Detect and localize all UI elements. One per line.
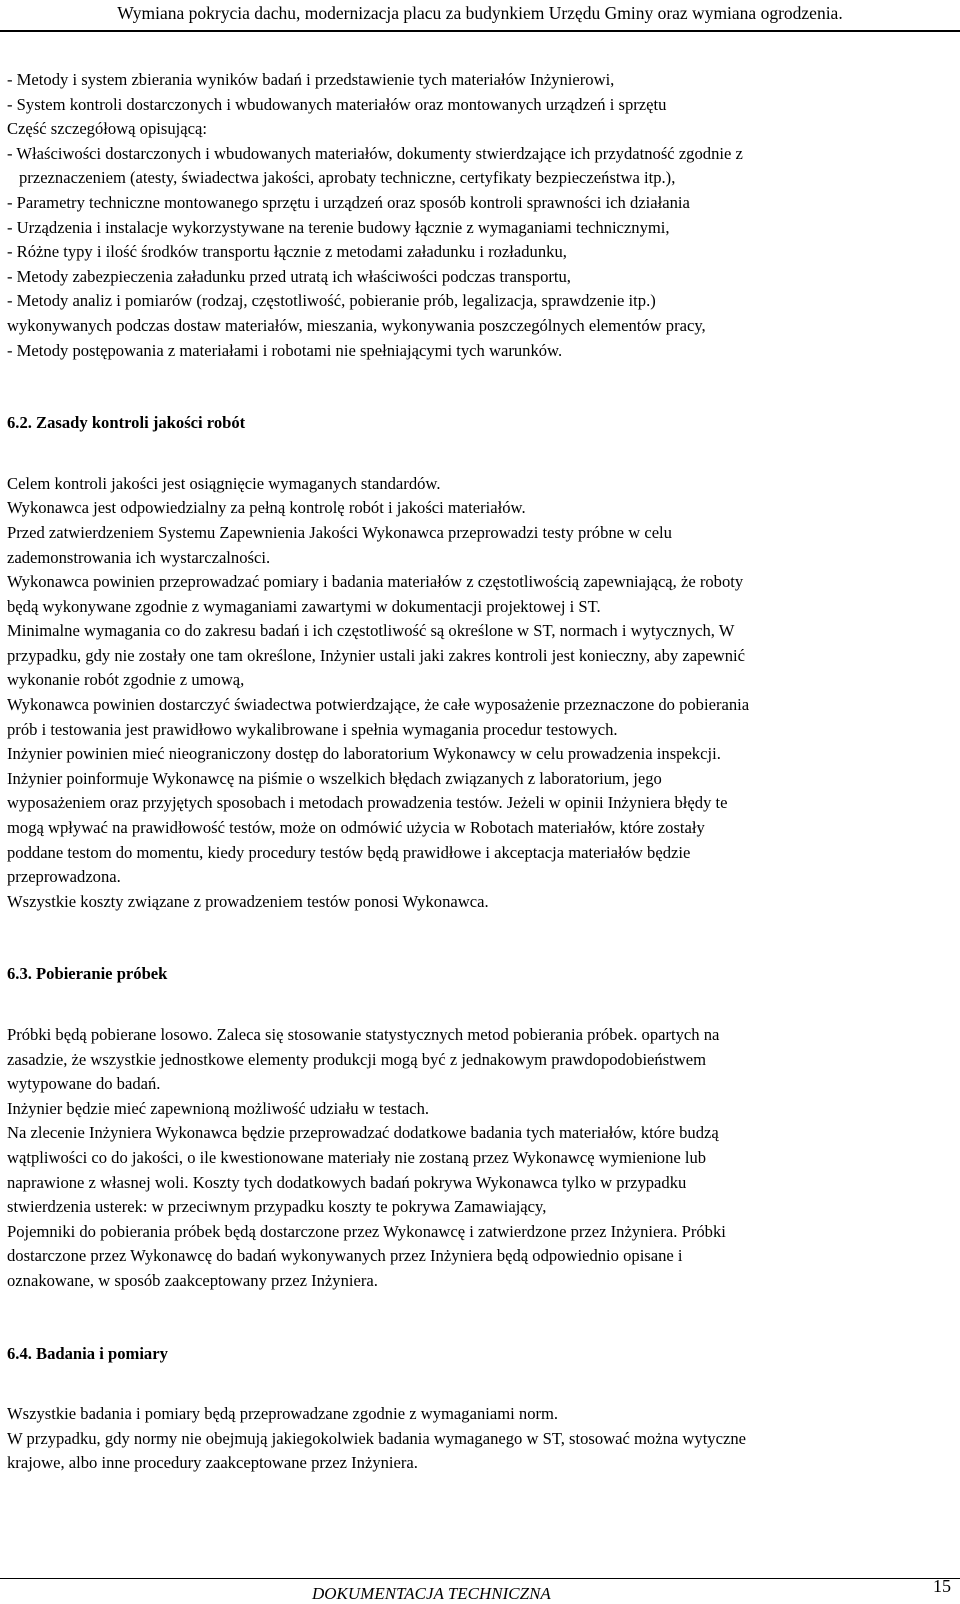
document-body [7,68,955,1476]
footer-title: DOKUMENTACJA TECHNICZNA [312,1584,551,1603]
text-line: - Metody zabezpieczenia załadunku przed utratą ich właściwości podczas transportu, [7,266,571,286]
text-line: przeprowadzona. [7,867,121,887]
text-line: Próbki będą pobierane losowo. Zaleca się stosowanie statystycznych metod pobierania próbek. opartych na [7,1025,720,1044]
page-number: 15 [933,1576,951,1596]
text-line: - Metody postępowania z materiałami i robotami nie spełniającymi tych warunków. [7,340,563,360]
text-line: W przypadku, gdy normy nie obejmują jakiegokolwiek badania wymaganego w ST, stosować można wytyczne [7,1428,746,1448]
text-line: Wykonawca powinien dostarczyć świadectwa potwierdzające, że całe wyposażenie przeznaczone do pobierania [7,695,750,715]
text-line: - Metody i system zbierania wyników badań i przedstawienie tych materiałów Inżynierowi, [7,70,615,89]
section-heading-6-3: 6.3. Pobieranie próbek [7,964,168,984]
text-line: mogą wpływać na prawidłowość testów, może on odmówić użycia w Robotach materiałów, które zostały [7,818,705,838]
text-line: Wszystkie badania i pomiary będą przeprowadzane zgodnie z wymaganiami norm. [7,1404,559,1424]
text-line: stwierdzenia usterek: w przeciwnym przypadku koszty te pokrywa Zamawiający, [7,1197,547,1217]
text-line: - Właściwości dostarczonych i wbudowanych materiałów, dokumenty stwierdzające ich przydatność zgodnie z [7,143,743,163]
text-line: wykonanie robót zgodnie z umową, [7,670,245,690]
text-line: będą wykonywane zgodnie z wymaganiami zawartymi w dokumentacji projektowej i ST. [7,596,601,616]
text-line: - System kontroli dostarczonych i wbudowanych materiałów oraz montowanych urządzeń i sprzętu [7,94,667,114]
text-line: wątpliwości co do jakości, o ile kwestionowane materiały nie zostaną przez Wykonawcę wymienione lub [7,1147,707,1167]
text-line: Przed zatwierdzeniem Systemu Zapewnienia Jakości Wykonawca przeprowadzi testy próbne w celu [7,522,672,542]
text-line: - Różne typy i ilość środków transportu łącznie z metodami załadunku i rozładunku, [7,242,567,262]
running-header: Wymiana pokrycia dachu, modernizacja placu za budynkiem Urzędu Gminy oraz wymiana ogrodzenia. [117,3,843,23]
text-line: przeznaczeniem (atesty, świadectwa jakości, aprobaty techniczne, certyfikaty bezpieczeństwa itp.), [19,168,676,188]
text-line: - Metody analiz i pomiarów (rodzaj, częstotliwość, pobieranie prób, legalizacja, sprawdzenie itp.) [7,291,656,311]
text-line: prób i testowania jest prawidłowo wykalibrowane i spełnia wymagania procedur testowych. [7,719,618,739]
text-line: Wykonawca jest odpowiedzialny za pełną kontrolę robót i jakości materiałów. [7,498,526,518]
text-line: Celem kontroli jakości jest osiągnięcie wymaganych standardów. [7,473,441,493]
text-line: krajowe, albo inne procedury zaakceptowane przez Inżyniera. [7,1453,418,1473]
text-line: zademonstrowania ich wystarczalności. [7,547,271,567]
text-line: poddane testom do momentu, kiedy procedury testów będą prawidłowe i akceptacja materiałów będzie [7,842,691,862]
text-line: oznakowane, w sposób zaakceptowany przez Inżyniera. [7,1270,378,1290]
text-line: Pojemniki do pobierania próbek będą dostarczone przez Wykonawcę i zatwierdzone przez Inżyniera. Próbki [7,1221,726,1241]
text-line: dostarczone przez Wykonawcę do badań wykonywanych przez Inżyniera będą odpowiednio opisane i [7,1246,683,1266]
section-6-4-body [7,1402,955,1476]
text-line: Część szczegółową opisującą: [7,119,207,139]
text-line: wyposażeniem oraz przyjętych sposobach i metodach prowadzenia testów. Jeżeli w opinii Inżyniera błędy te [7,793,728,813]
text-line: Wykonawca powinien przeprowadzać pomiary i badania materiałów z częstotliwością zapewniającą, że roboty [7,572,744,592]
text-line: zasadzie, że wszystkie jednostkowe elementy produkcji mogą być z jednakowym prawdopodobieństwem [7,1049,707,1069]
section-heading-6-2: 6.2. Zasady kontroli jakości robót [7,413,246,433]
intro-list [7,68,955,363]
section-6-2-body [7,472,955,915]
footer-divider [0,1578,960,1579]
text-line: przypadku, gdy nie zostały one tam określone, Inżynier ustali jaki zakres kontroli jest konieczny, aby zapewnić [7,645,746,665]
text-line: Wszystkie koszty związane z prowadzeniem testów ponosi Wykonawca. [7,891,489,911]
text-line: naprawione z własnej woli. Koszty tych dodatkowych badań pokrywa Wykonawca tylko w przypadku [7,1172,687,1192]
text-line: - Parametry techniczne montowanego sprzętu i urządzeń oraz sposób kontroli sprawności ich działania [7,192,690,212]
header-divider [0,30,960,32]
section-heading-6-4: 6.4. Badania i pomiary [7,1343,168,1363]
text-line: Inżynier powinien mieć nieograniczony dostęp do laboratorium Wykonawcy w celu prowadzenia inspekcji. [7,744,721,764]
text-line: wytypowane do badań. [7,1074,161,1094]
text-line: wykonywanych podczas dostaw materiałów, mieszania, wykonywania poszczególnych elementów pracy, [7,315,706,335]
text-line: Inżynier będzie mieć zapewnioną możliwość udziału w testach. [7,1098,430,1118]
text-line: Minimalne wymagania co do zakresu badań i ich częstotliwość są określone w ST, normach i wytycznych, W [7,621,735,641]
section-6-3-body [7,1023,955,1294]
text-line: Na zlecenie Inżyniera Wykonawca będzie przeprowadzać dodatkowe badania tych materiałów, które budzą [7,1123,719,1143]
text-line: Inżynier poinformuje Wykonawcę na piśmie o wszelkich błędach związanych z laboratorium, jego [7,768,662,788]
text-line: - Urządzenia i instalacje wykorzystywane na terenie budowy łącznie z wymaganiami technicznymi, [7,217,670,237]
